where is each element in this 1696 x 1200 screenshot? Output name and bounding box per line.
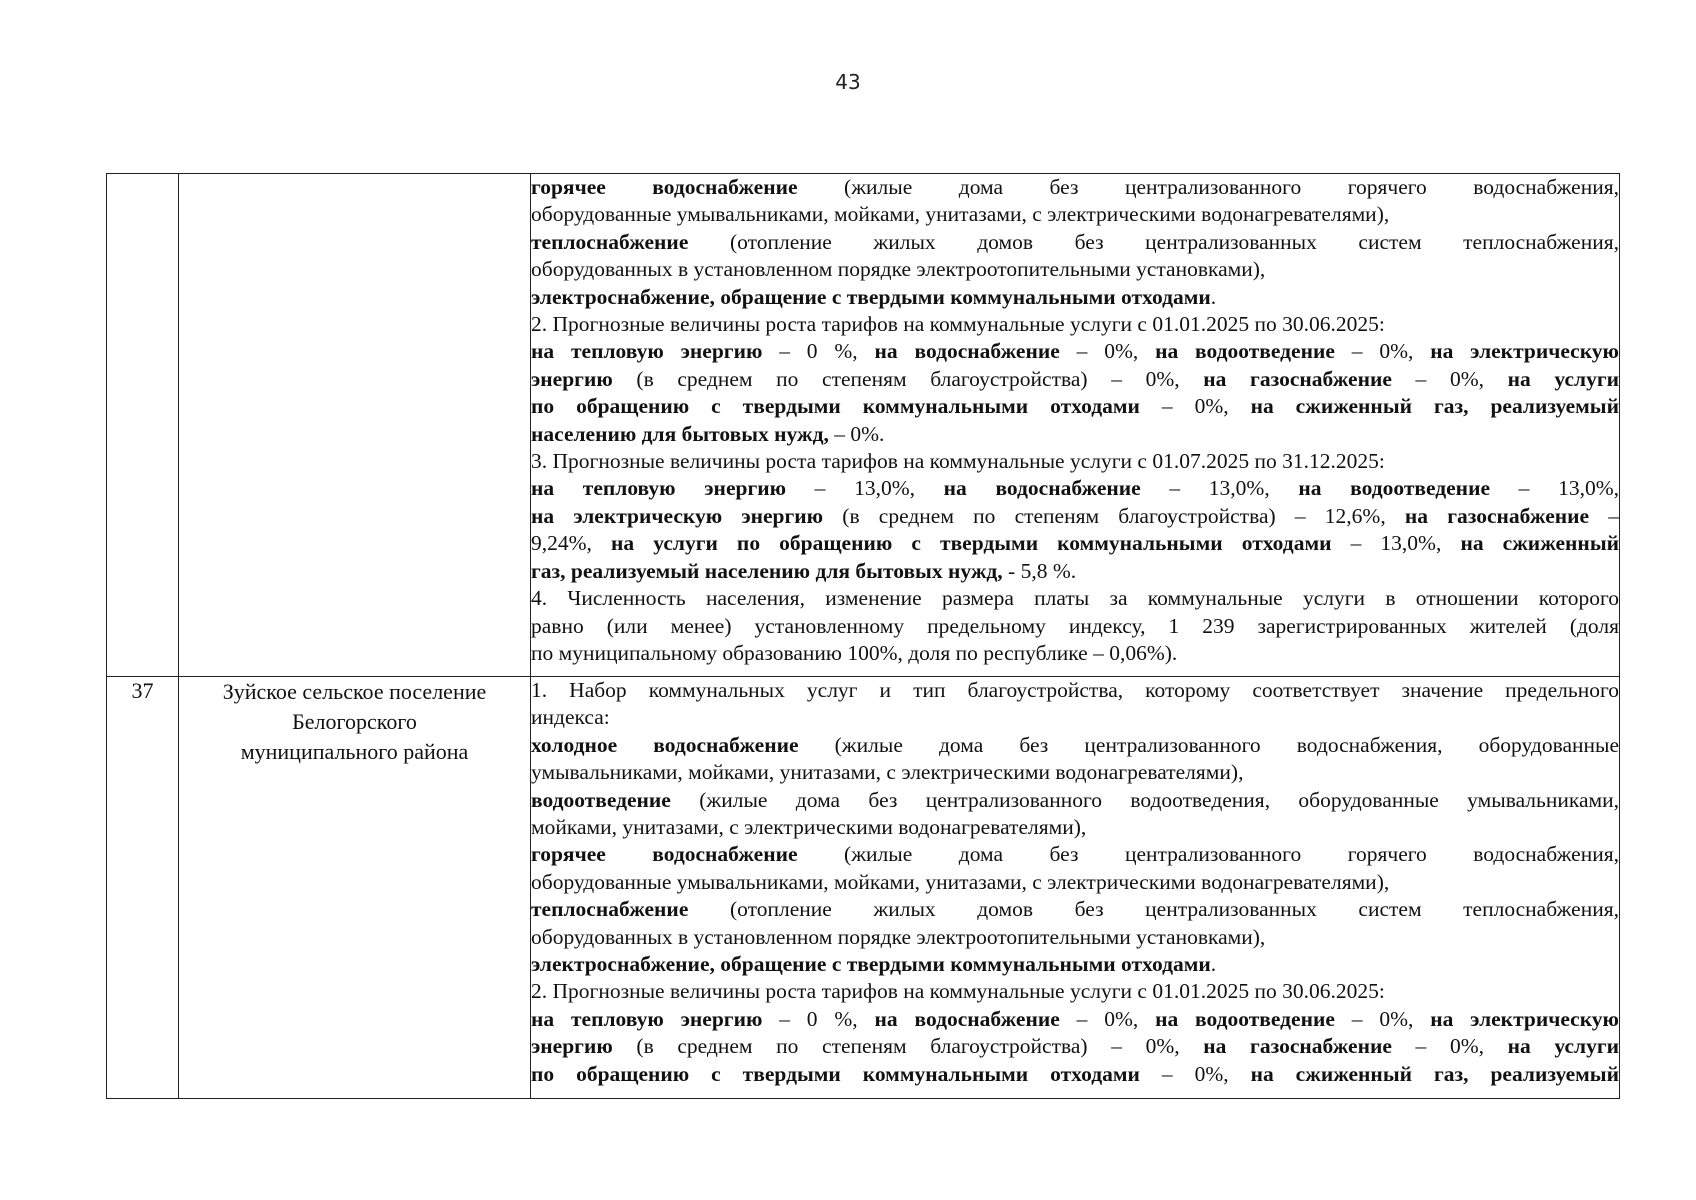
municipality-name-line: муниципального района — [240, 739, 469, 764]
text-segment: . — [1210, 952, 1217, 977]
bold-text: на сжиженный газ, реализуемый — [1250, 394, 1619, 419]
description-line — [531, 366, 1619, 393]
description-line — [531, 421, 1619, 448]
text-segment: – 0 %, — [762, 1006, 875, 1031]
bold-text: электроснабжение, обращение с твердыми коммунальными отходами — [531, 284, 1211, 309]
bold-text: горячее водоснабжение — [531, 842, 798, 867]
description-line — [531, 869, 1619, 896]
bold-text: на водоснабжение — [943, 476, 1141, 501]
municipality-name-line: Белогорского — [292, 709, 417, 734]
text-segment: 2. Прогнозные величины роста тарифов на коммунальные услуги с 01.01.2025 по 30.06.2025: — [531, 979, 1385, 1004]
row-number-cell — [107, 174, 179, 677]
text-segment: – — [1589, 503, 1620, 528]
description-line — [531, 338, 1619, 365]
bold-text: на водоснабжение — [874, 1006, 1060, 1031]
text-segment: оборудованные умывальниками, мойками, унитазами, с электрическими водонагревателями), — [531, 869, 1390, 894]
description-line — [531, 201, 1619, 228]
text-segment: (жилые дома без централизованного водоснабжения, оборудованные — [798, 732, 1619, 757]
bold-text: на электрическую — [1430, 339, 1619, 364]
description-line — [531, 924, 1619, 951]
text-segment: 9,24%, — [531, 531, 612, 556]
bold-text: на газоснабжение — [1203, 1034, 1392, 1059]
text-segment: (в среднем по степеням благоустройства) – 12,6%, — [823, 503, 1405, 528]
text-segment: – 13,0%, — [1490, 476, 1619, 501]
description-line — [531, 677, 1619, 704]
description-line — [531, 704, 1619, 731]
municipality-name-line: Зуйское сельское поселение — [222, 679, 487, 704]
tariff-table — [106, 173, 1620, 1099]
text-segment: (в среднем по степеням благоустройства) – 0%, — [612, 1034, 1204, 1059]
text-segment: – 13,0%, — [1331, 531, 1461, 556]
municipality-cell — [179, 174, 531, 677]
description-line — [531, 1061, 1619, 1088]
bold-text: на газоснабжение — [1404, 503, 1590, 528]
bold-text: энергию — [531, 366, 613, 391]
text-segment: (отопление жилых домов без централизованных систем теплоснабжения, — [688, 897, 1619, 922]
text-segment: – 13,0%, — [786, 476, 944, 501]
description-line — [531, 759, 1619, 786]
description-line — [531, 896, 1619, 923]
description-line — [531, 613, 1619, 640]
text-segment: – 0%, — [1334, 339, 1431, 364]
text-segment: (в среднем по степеням благоустройства) – 0%, — [612, 366, 1204, 391]
text-segment: – 0%, — [1059, 1006, 1156, 1031]
text-segment: – 0%, — [1139, 1061, 1251, 1086]
description-line — [531, 475, 1619, 502]
bold-text: на сжиженный газ, реализуемый — [1250, 1061, 1619, 1086]
bold-text: по обращению с твердыми коммунальными отходами — [531, 1061, 1140, 1086]
text-segment: 3. Прогнозные величины роста тарифов на коммунальные услуги с 01.07.2025 по 31.12.2025: — [531, 449, 1385, 474]
text-segment: оборудованные умывальниками, мойками, унитазами, с электрическими водонагревателями), — [531, 202, 1390, 227]
description-line — [531, 229, 1619, 256]
bold-text: на тепловую энергию — [531, 476, 787, 501]
bold-text: на водоотведение — [1155, 1006, 1335, 1031]
description-line — [531, 558, 1619, 585]
text-segment: – 0%. — [828, 421, 885, 446]
description-cell — [531, 174, 1620, 677]
description-line — [531, 732, 1619, 759]
description-line — [531, 585, 1619, 612]
table-row — [107, 174, 1620, 677]
bold-text: на услуги — [1507, 1034, 1619, 1059]
bold-text: теплоснабжение — [531, 229, 689, 254]
bold-text: населению для бытовых нужд, — [531, 421, 829, 446]
description-line — [531, 284, 1619, 311]
description-line — [531, 1006, 1619, 1033]
text-segment: . — [1210, 284, 1217, 309]
description-line — [531, 174, 1619, 201]
text-segment: – 0%, — [1059, 339, 1156, 364]
description-line — [531, 640, 1619, 667]
text-segment: мойками, унитазами, с электрическими водонагревателями), — [531, 815, 1087, 840]
page-number: 43 — [835, 70, 861, 94]
text-segment: – 0 %, — [762, 339, 875, 364]
text-segment: (жилые дома без централизованного горячего водоснабжения, — [797, 175, 1619, 199]
text-segment: по муниципальному образованию 100%, доля по республике – 0,06%). — [531, 640, 1178, 665]
bold-text: на услуги по обращению с твердыми коммунальными отходами — [611, 531, 1332, 556]
text-segment: оборудованных в установленном порядке электроотопительными установками), — [531, 924, 1266, 949]
description-line — [531, 256, 1619, 283]
description-line — [531, 311, 1619, 338]
description-line — [531, 448, 1619, 475]
bold-text: на газоснабжение — [1203, 366, 1392, 391]
text-segment: (жилые дома без централизованного водоотведения, оборудованные умывальниками, — [670, 787, 1619, 812]
text-segment: – 0%, — [1391, 1034, 1508, 1059]
text-segment: умывальниками, мойками, унитазами, с электрическими водонагревателями), — [531, 760, 1244, 785]
bold-text: на электрическую — [1430, 1006, 1619, 1031]
bold-text: на тепловую энергию — [531, 339, 763, 364]
text-segment: индекса: — [531, 705, 610, 730]
text-segment: (жилые дома без централизованного горячего водоснабжения, — [797, 842, 1619, 867]
text-segment: 2. Прогнозные величины роста тарифов на коммунальные услуги с 01.01.2025 по 30.06.2025: — [531, 312, 1385, 337]
description-line — [531, 787, 1619, 814]
municipality-cell — [179, 677, 531, 1099]
description-line — [531, 503, 1619, 530]
text-segment: 4. Численность населения, изменение размера платы за коммунальные услуги в отношении которого — [531, 586, 1619, 611]
text-segment: (отопление жилых домов без централизованных систем теплоснабжения, — [688, 229, 1619, 254]
description-line — [531, 1033, 1619, 1060]
bold-text: на водоснабжение — [874, 339, 1060, 364]
text-segment: – 0%, — [1334, 1006, 1431, 1031]
text-segment: – 13,0%, — [1140, 476, 1299, 501]
bold-text: на тепловую энергию — [531, 1006, 763, 1031]
bold-text: водоотведение — [531, 787, 671, 812]
text-segment: – 0%, — [1139, 394, 1251, 419]
description-line — [531, 951, 1619, 978]
description-line — [531, 393, 1619, 420]
bold-text: на водоотведение — [1298, 476, 1491, 501]
description-cell — [531, 677, 1620, 1099]
text-segment: – 0%, — [1391, 366, 1508, 391]
text-segment: равно (или менее) установленному предельному индексу, 1 239 зарегистрированных жителей (доля — [531, 613, 1619, 638]
bold-text: теплоснабжение — [531, 897, 689, 922]
bold-text: газ, реализуемый населению для бытовых нужд, — [531, 558, 1003, 583]
bold-text: на водоотведение — [1155, 339, 1335, 364]
bold-text: горячее водоснабжение — [531, 175, 798, 199]
text-segment: 1. Набор коммунальных услуг и тип благоустройства, которому соответствует значение предельного — [531, 678, 1619, 702]
description-line — [531, 841, 1619, 868]
bold-text: холодное водоснабжение — [531, 732, 799, 757]
bold-text: электроснабжение, обращение с твердыми коммунальными отходами — [531, 952, 1211, 977]
bold-text: по обращению с твердыми коммунальными отходами — [531, 394, 1140, 419]
description-line — [531, 530, 1619, 557]
bold-text: энергию — [531, 1034, 613, 1059]
bold-text: на сжиженный — [1460, 531, 1619, 556]
description-line — [531, 978, 1619, 1005]
text-segment: оборудованных в установленном порядке электроотопительными установками), — [531, 257, 1266, 282]
description-line — [531, 814, 1619, 841]
row-number-cell: 37 — [107, 677, 179, 1099]
bold-text: на электрическую энергию — [531, 503, 824, 528]
text-segment: - 5,8 %. — [1002, 558, 1077, 583]
bold-text: на услуги — [1507, 366, 1619, 391]
table-row — [107, 677, 1620, 1099]
